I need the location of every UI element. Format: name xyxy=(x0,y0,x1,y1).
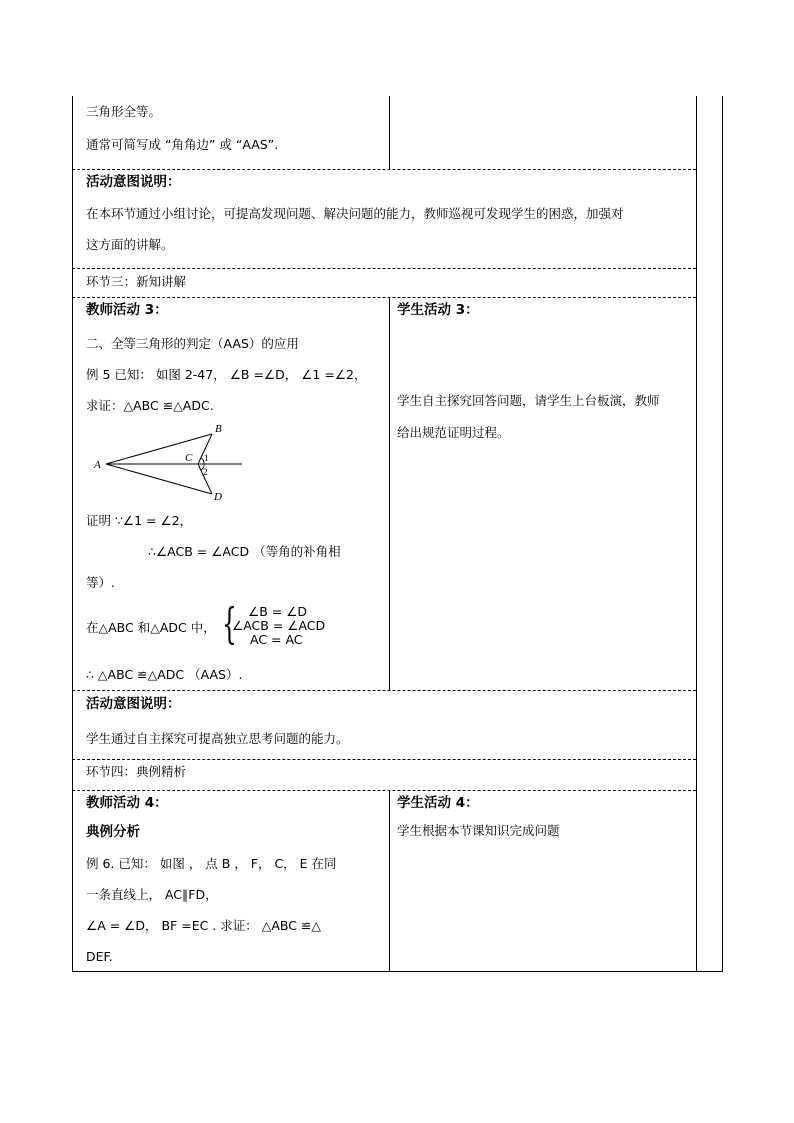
figure-label-1: 1 xyxy=(204,453,209,463)
text-line: 给出规范证明过程。 xyxy=(397,425,510,440)
student-activity-heading: 学生活动 4： xyxy=(397,795,479,811)
row-separator xyxy=(72,759,696,760)
right-margin-line xyxy=(696,96,697,972)
text-line: 学生根据本节课知识完成问题 xyxy=(397,823,560,838)
triangle-figure xyxy=(92,418,252,506)
row-separator xyxy=(72,169,696,170)
row-separator xyxy=(72,297,696,298)
section-title: 环节三：新知讲解 xyxy=(86,274,187,289)
brace-line-2: ∠ACB = ∠ACD xyxy=(232,618,326,633)
example-subtitle: 典例分析 xyxy=(86,824,140,840)
text-line: ∴ △ABC ≌△ADC （AAS）. xyxy=(86,667,243,682)
text-line: 在△ABC 和△ADC 中， xyxy=(86,620,216,635)
brace-icon: { xyxy=(222,599,237,648)
teacher-activity-heading: 教师活动 3： xyxy=(86,302,168,318)
row-separator xyxy=(72,268,696,269)
column-divider-mid xyxy=(389,297,390,690)
column-divider-bottom xyxy=(389,790,390,972)
text-line: 求证：△ABC ≌△ADC. xyxy=(86,398,214,413)
column-divider-top xyxy=(389,96,390,169)
text-line: 一条直线上， AC∥FD， xyxy=(86,887,218,902)
brace-line-3: AC = AC xyxy=(250,632,303,647)
intent-heading: 活动意图说明： xyxy=(86,696,181,712)
figure-label-c: C xyxy=(185,452,193,464)
text-line: 例 5 已知： 如图 2-47， ∠B =∠D， ∠1 =∠2， xyxy=(86,367,367,382)
section-title: 环节四：典例精析 xyxy=(86,764,187,779)
text-line: 三角形全等。 xyxy=(86,104,162,119)
figure-label-d: D xyxy=(214,491,222,503)
figure-label-a: A xyxy=(94,459,101,471)
text-line: 通常可简写成 “角角边” 或 “AAS”. xyxy=(86,137,279,152)
text-line: 等）. xyxy=(86,575,115,590)
text-line: 在本环节通过小组讨论，可提高发现问题、解决问题的能力，教师巡视可发现学生的困惑，加强对 xyxy=(86,206,624,221)
brace-line-1: ∠B = ∠D xyxy=(248,604,308,619)
figure-label-b: B xyxy=(215,423,222,435)
row-separator xyxy=(72,790,696,791)
text-line: 学生通过自主探究可提高独立思考问题的能力。 xyxy=(86,731,349,746)
text-line: ∴∠ACB = ∠ACD （等角的补角相 xyxy=(148,544,341,559)
text-line: 这方面的讲解。 xyxy=(86,237,174,252)
text-line: ∠A = ∠D， BF =EC . 求证： △ABC ≌△ xyxy=(86,918,322,933)
row-separator xyxy=(72,690,696,691)
text-line: 例 6. 已知： 如图 ， 点 B ， F， C， E 在同 xyxy=(86,856,337,871)
figure-label-2: 2 xyxy=(203,467,208,477)
lesson-table xyxy=(72,96,723,972)
text-line: 证明 ∵∠1 = ∠2， xyxy=(86,513,193,528)
text-line: DEF. xyxy=(86,949,113,964)
text-line: 学生自主探究回答问题，请学生上台板演，教师 xyxy=(397,393,660,408)
teacher-activity-heading: 教师活动 4： xyxy=(86,795,168,811)
student-activity-heading: 学生活动 3： xyxy=(397,302,479,318)
intent-heading: 活动意图说明： xyxy=(86,174,181,190)
text-line: 二、全等三角形的判定（AAS）的应用 xyxy=(86,336,299,351)
